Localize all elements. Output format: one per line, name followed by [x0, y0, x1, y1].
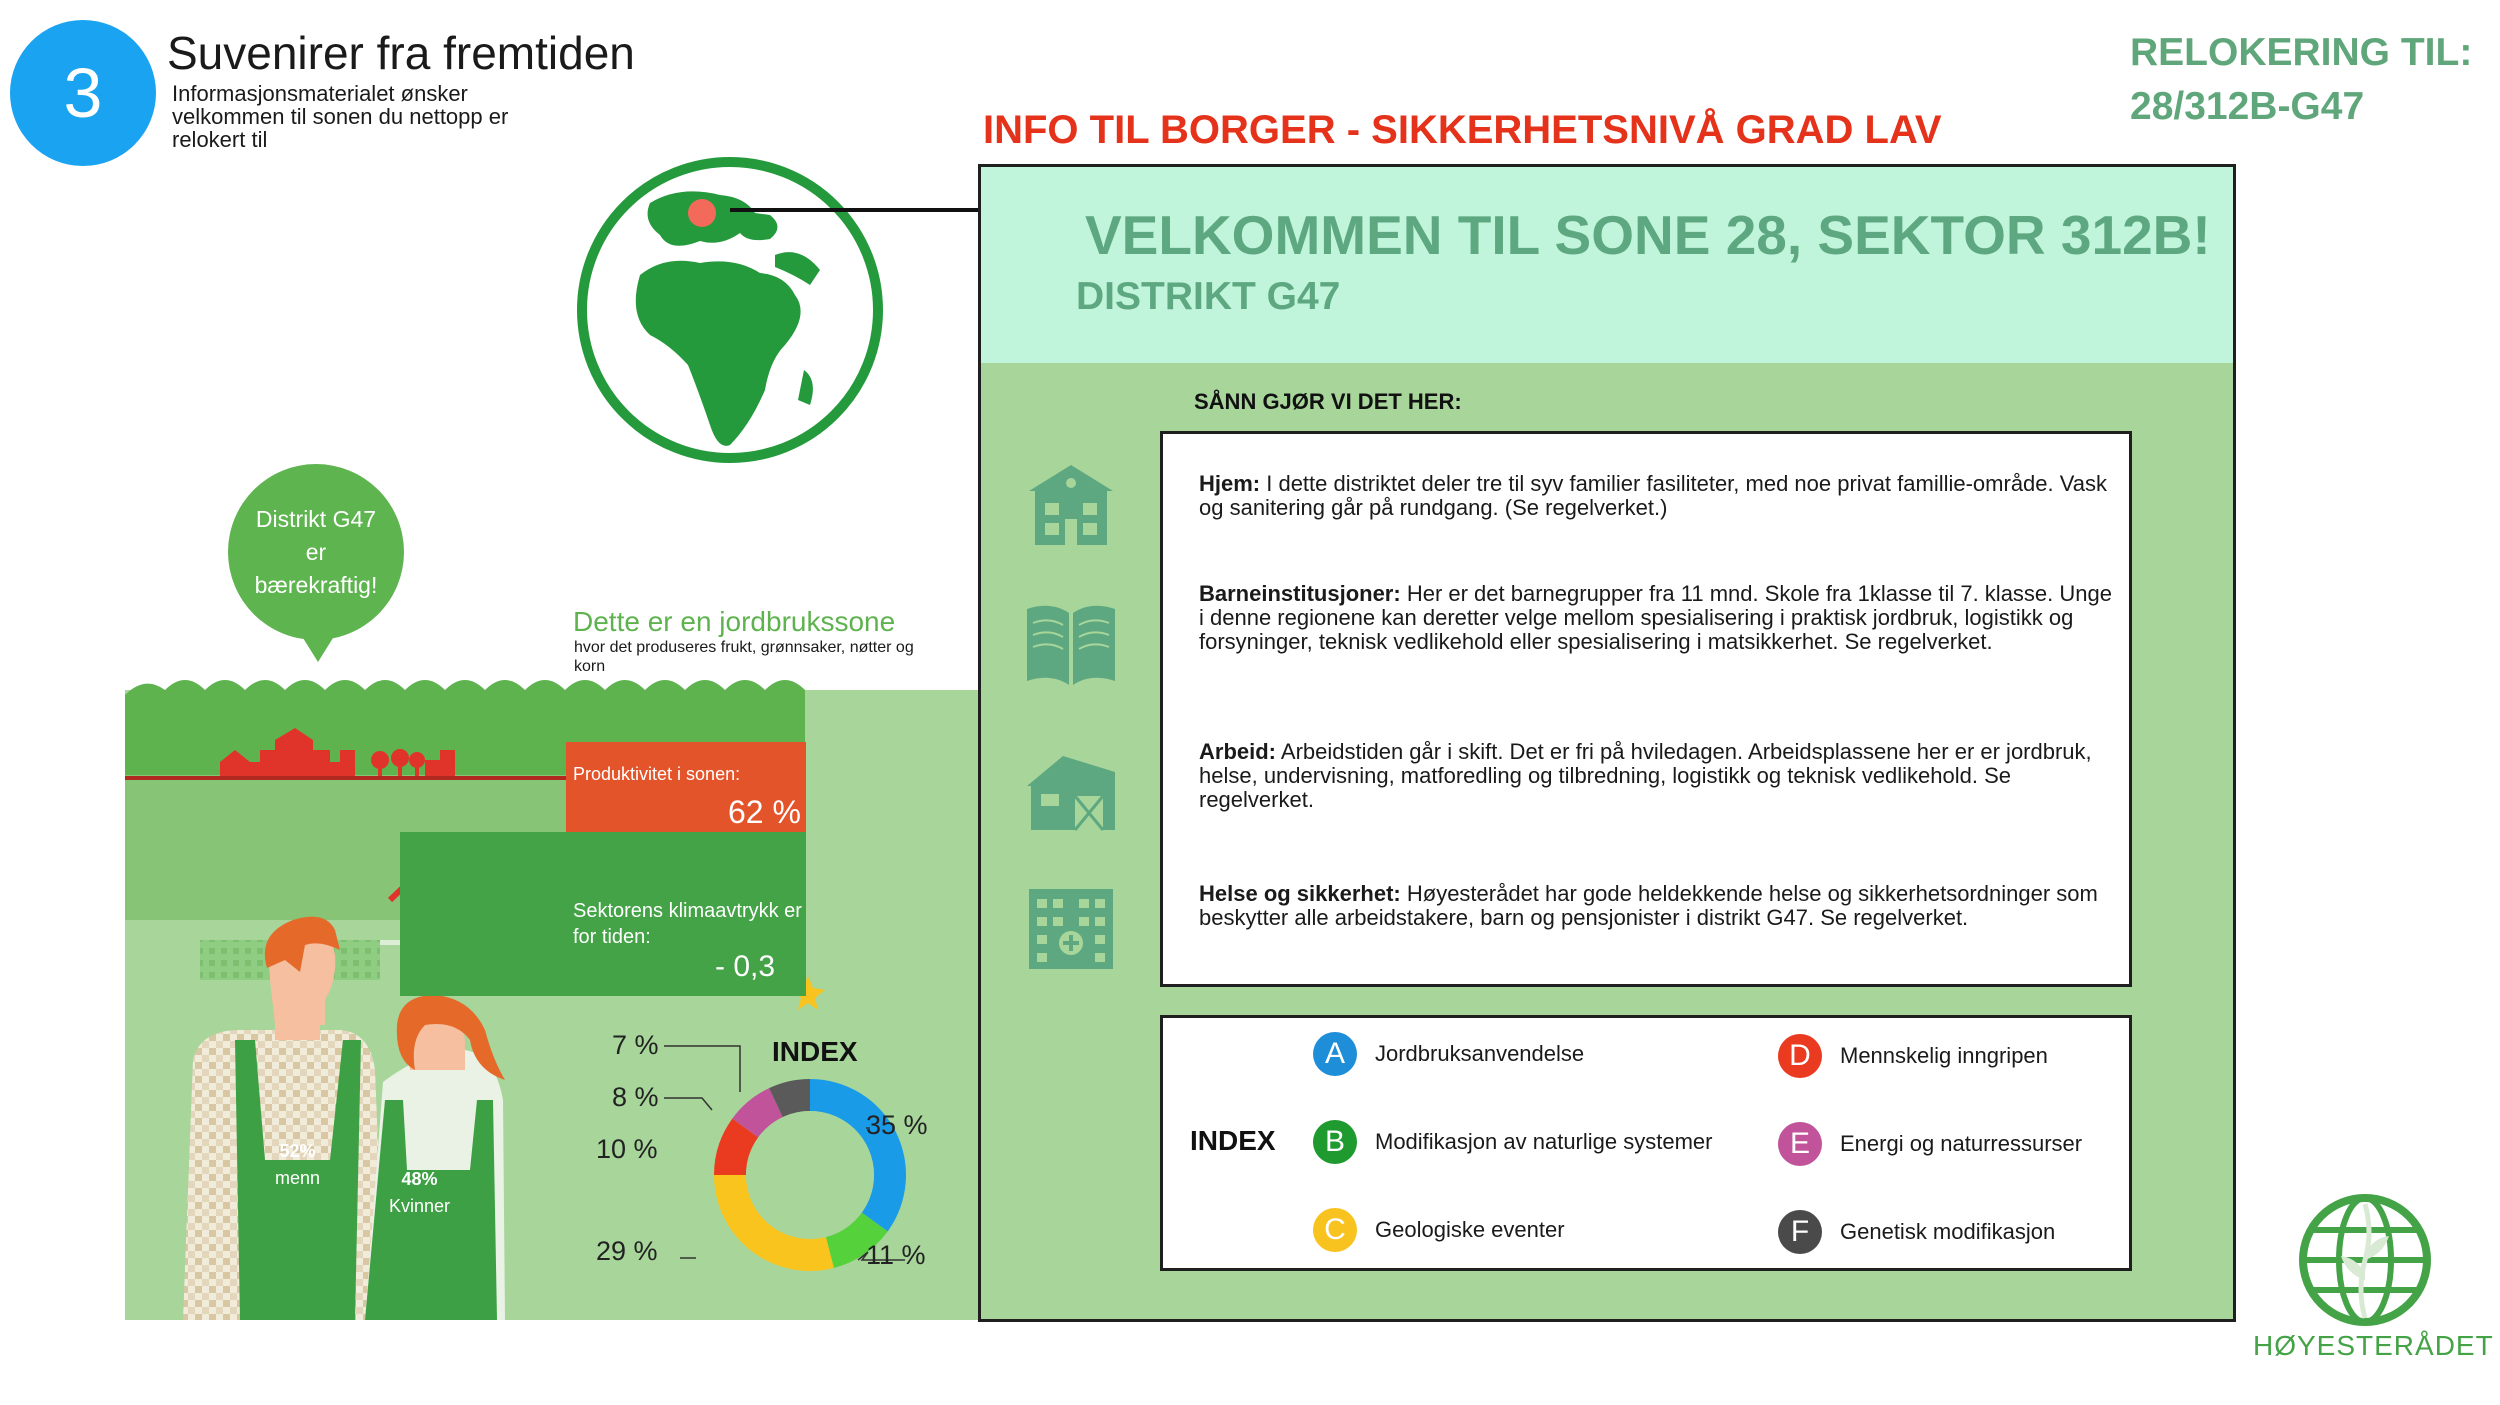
index-dot-a: A [1313, 1032, 1357, 1076]
rule-health-text: Høyesterådet har gode heldekkende helse og sikkerhetsordninger som beskytter alle arbeidstakere, barn og pensjonister i distrikt G47. Se regelverket. [1199, 881, 2098, 930]
men-percent: 52% [279, 1141, 316, 1161]
women-percent: 48% [401, 1169, 438, 1189]
index-label-c: Geologiske eventer [1375, 1217, 1565, 1242]
index-label-b: Modifikasjon av naturlige systemer [1375, 1129, 1713, 1154]
district-title: DISTRIKT G47 [1076, 275, 1341, 318]
donut-label-c: 29 % [596, 1236, 658, 1266]
index-label-d: Mennskelig inngripen [1840, 1043, 2048, 1068]
welcome-title: VELKOMMEN TIL SONE 28, SEKTOR 312B! [1085, 204, 2211, 266]
women-stat [389, 1166, 450, 1220]
index-label-a: Jordbruksanvendelse [1375, 1041, 1585, 1066]
rule-health [1199, 882, 2119, 930]
house-icon [1023, 457, 1119, 553]
slide-number: 3 [63, 54, 103, 132]
how-we-do-label: SÅNN GJØR VI DET HER: [1194, 389, 1462, 414]
index-item-e [1778, 1122, 2082, 1166]
agri-zone-subtitle: hvor det produseres frukt, grønnsaker, nøtter og korn [574, 639, 914, 675]
index-item-d [1778, 1034, 2048, 1078]
slide-subtitle: Informasjonsmaterialet ønsker velkommen til sonen du nettopp er relokert til [172, 81, 509, 152]
sustainable-bubble [228, 464, 404, 640]
index-item-b [1313, 1120, 1712, 1164]
info-panel [978, 164, 2236, 1322]
bubble-line3: bærekraftig! [254, 571, 378, 598]
productivity-value: 62 % [728, 794, 801, 830]
relocation-code: 28/312B-G47 [2130, 85, 2365, 128]
index-dot-b: B [1313, 1120, 1357, 1164]
rule-children-title: Barneinstitusjoner: [1199, 581, 1401, 606]
index-label-f: Genetisk modifikasjon [1840, 1219, 2056, 1244]
index-chart-title: INDEX [772, 1036, 858, 1067]
barn-icon [1023, 742, 1119, 838]
book-icon [1023, 595, 1119, 691]
logo-name: HØYESTERÅDET [2253, 1330, 2494, 1361]
climate-value: - 0,3 [715, 950, 776, 983]
index-item-c [1313, 1208, 1565, 1252]
bubble-tail [298, 630, 338, 662]
donut-label-d: 10 % [596, 1134, 658, 1164]
relocation-label [2130, 26, 2490, 134]
rule-home-text: I dette distriktet deler tre til syv familier fasiliteter, med noe privat famillie-område. Vask og sanitering går på rundgang. (Se regelverket.) [1199, 471, 2108, 520]
productivity-label: Produktivitet i sonen: [573, 764, 741, 784]
rule-work-title: Arbeid: [1199, 739, 1276, 764]
rule-health-title: Helse og sikkerhet: [1199, 881, 1401, 906]
index-item-f [1778, 1210, 2055, 1254]
agri-zone-title: Dette er en jordbrukssone [573, 606, 896, 637]
index-dot-e: E [1778, 1122, 1822, 1166]
rule-work-text: Arbeidstiden går i skift. Det er fri på hviledagen. Arbeidsplassene her er er jordbruk, helse, undervisning, matforedling og tilbredning, logistikk og teknisk vedlikehold. Se regelverket. [1199, 739, 2092, 812]
slide-title: Suvenirer fra fremtiden [167, 27, 635, 79]
donut-label-e: 8 % [612, 1082, 659, 1112]
index-legend-box [1160, 1015, 2132, 1271]
welcome-header [981, 167, 2233, 363]
hoyesteradet-logo-icon [2295, 1190, 2435, 1330]
info-title: INFO TIL BORGER - SIKKERHETSNIVÅ GRAD LAV [983, 108, 1942, 152]
slide-number-badge [10, 20, 156, 166]
hospital-icon [1023, 879, 1119, 975]
index-label-e: Energi og naturressurser [1840, 1131, 2083, 1156]
index-item-a [1313, 1032, 1584, 1076]
leader-line-f [664, 1046, 740, 1092]
bubble-line1: Distrikt G47 [255, 505, 377, 532]
men-label: menn [275, 1168, 321, 1188]
donut-label-a: 35 % [866, 1110, 928, 1140]
women-label: Kvinner [389, 1196, 451, 1216]
rule-children [1199, 582, 2119, 654]
donut-label-b: 11 % [866, 1240, 926, 1270]
men-stat [275, 1138, 320, 1192]
index-dot-f: F [1778, 1210, 1822, 1254]
index-dot-c: C [1313, 1208, 1357, 1252]
leader-line-e [664, 1098, 712, 1110]
index-dot-d: D [1778, 1034, 1822, 1078]
index-legend-label: INDEX [1190, 1125, 1276, 1156]
rule-home [1199, 472, 2119, 520]
donut-label-f: 7 % [612, 1030, 659, 1060]
rule-children-text: Her er det barnegrupper fra 11 mnd. Skole fra 1klasse til 7. klasse. Unge i denne regionene kan deretter velge mellom spesialisering i praktisk jordbruk, logistikk og forsyninger, teknisk vedlikehold eller spesialisering i matsikkerhet. Se regelverket. [1199, 581, 2112, 654]
climate-label: Sektorens klimaavtrykk er for tiden: [573, 900, 802, 948]
bubble-line2: er [305, 538, 327, 565]
rule-work [1199, 740, 2119, 812]
rules-box [1160, 431, 2132, 987]
rule-home-title: Hjem: [1199, 471, 1261, 496]
relocation-line1: RELOKERING TIL: [2130, 31, 2473, 74]
